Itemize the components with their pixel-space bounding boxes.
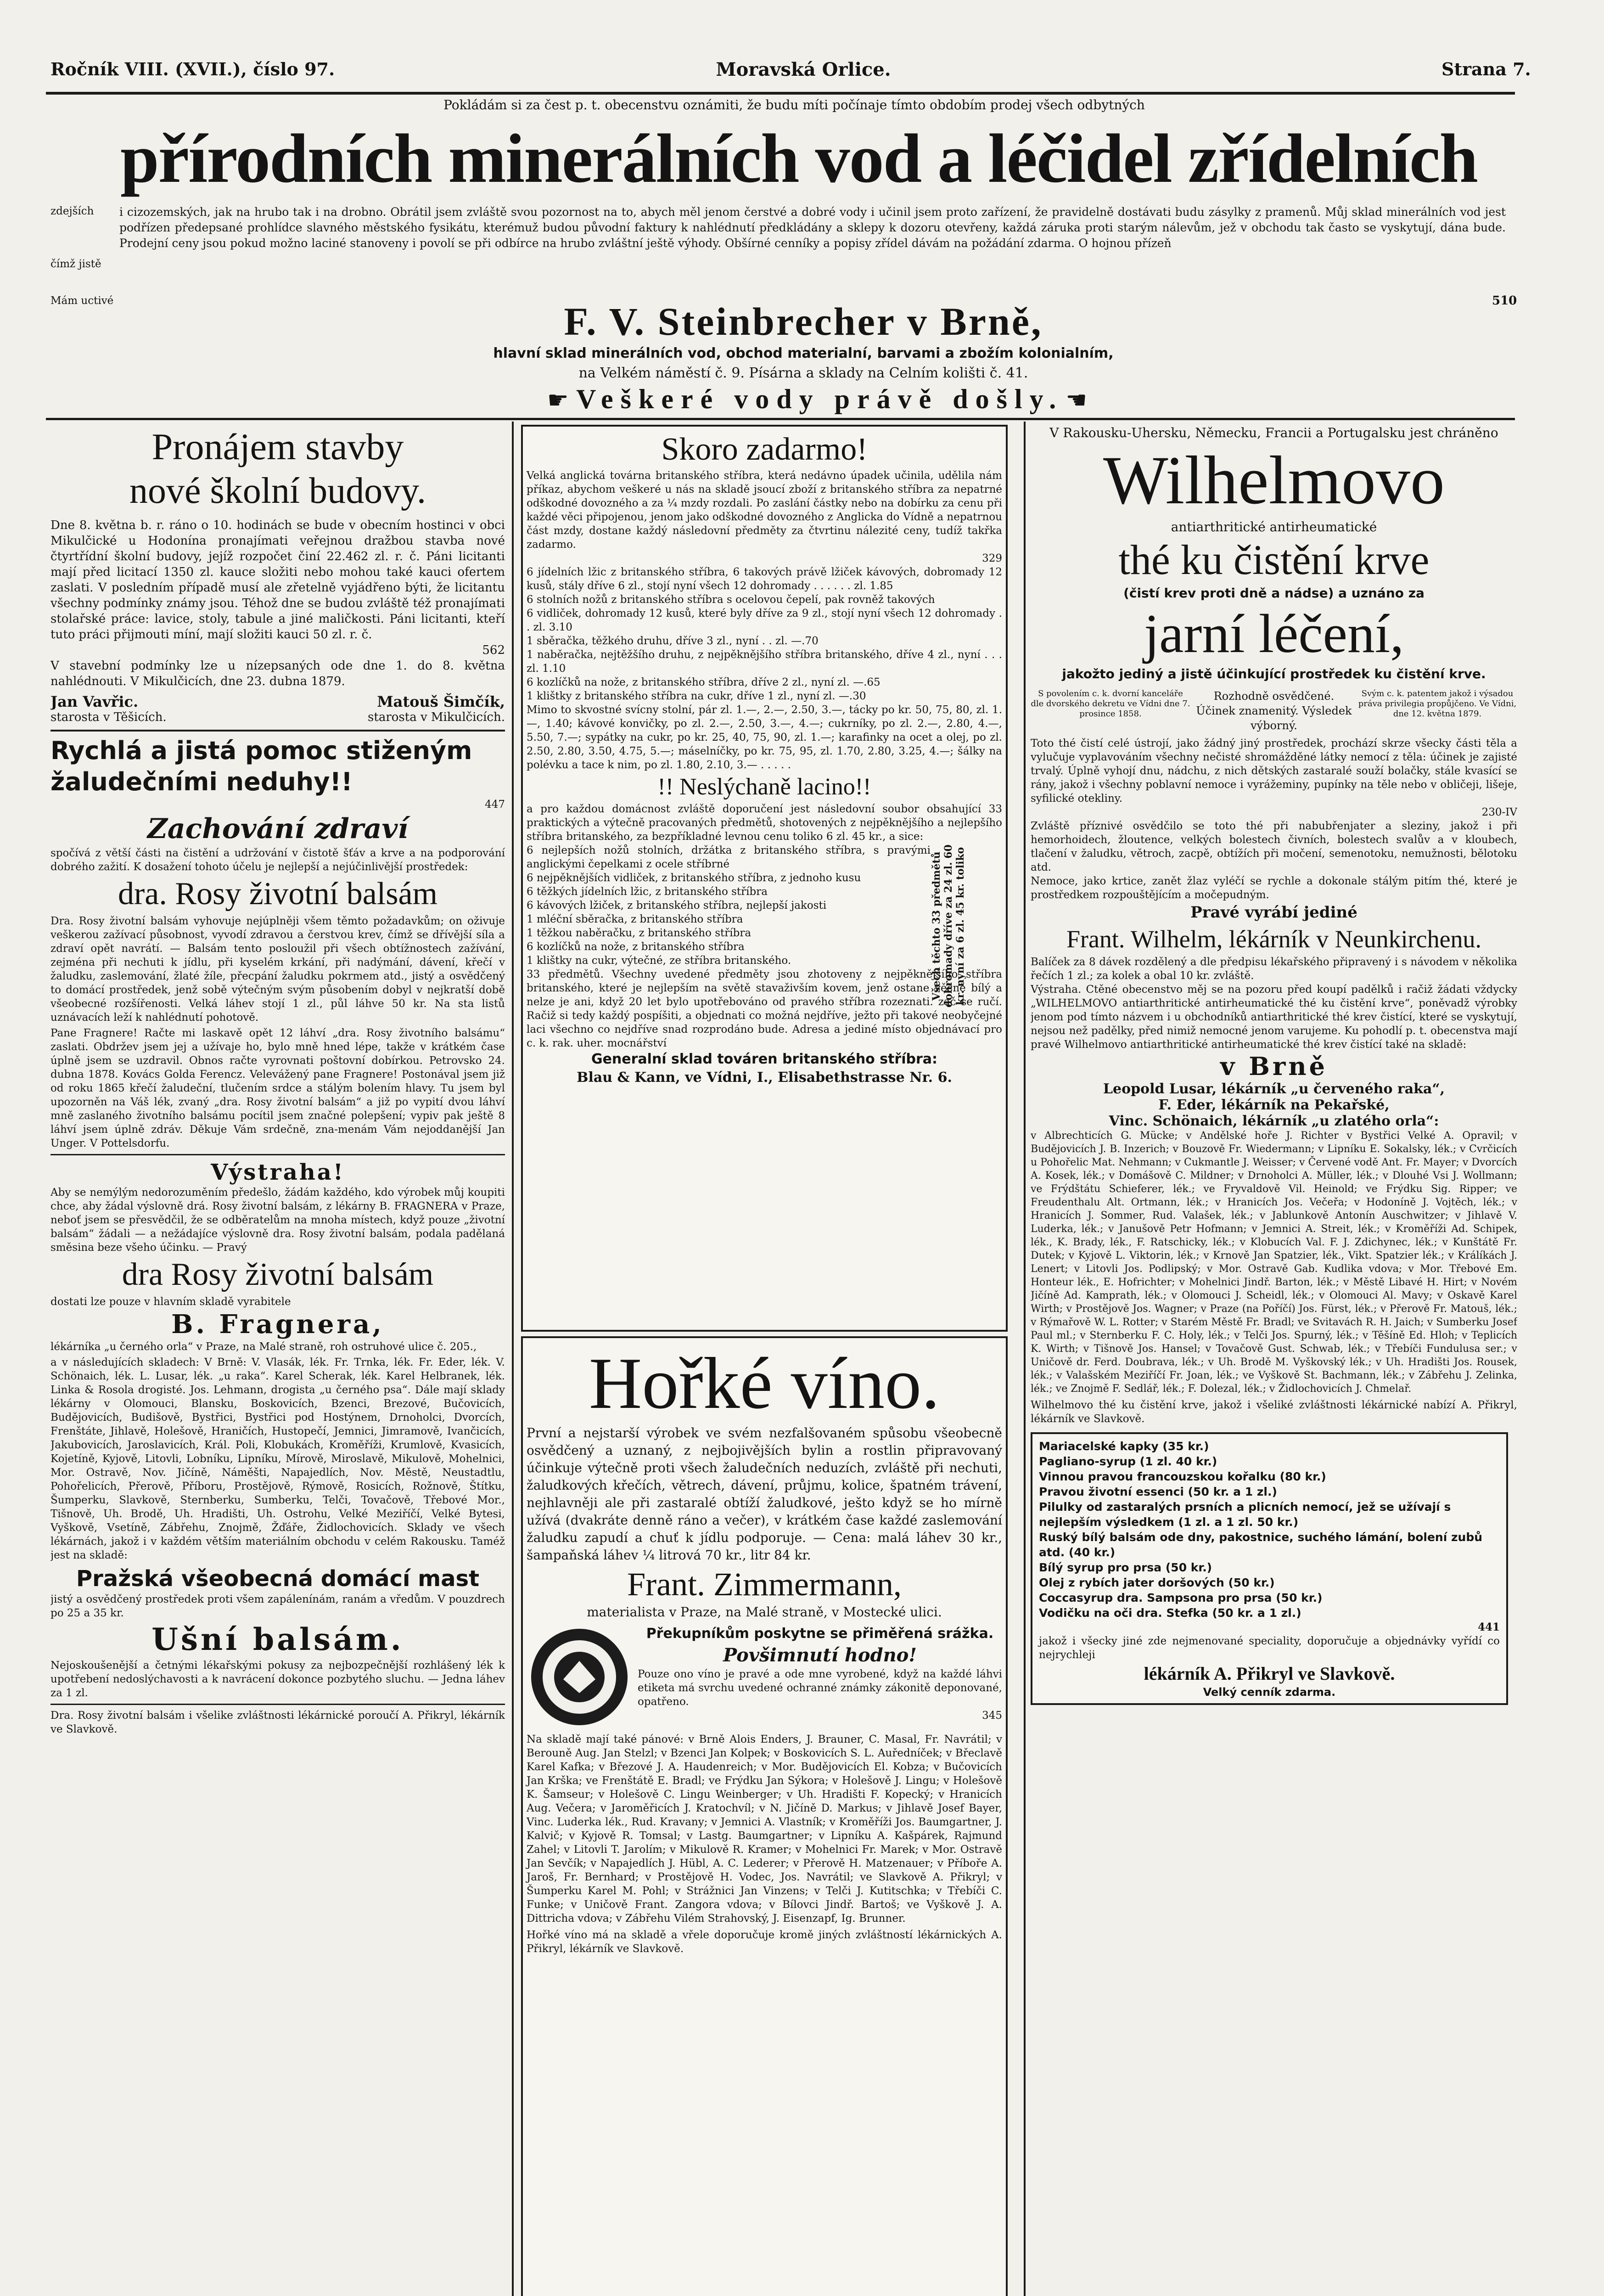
col3-antiarthr: antiarthritické antirheumatické [1171,519,1377,535]
col3-box-pharm: lékárník A. Přikryl ve Slavkově. [1144,1663,1395,1684]
col1-title2: nové školní budovy. [129,471,426,511]
col3-the-sub: (čistí krev proti dně a nádse) a uznáno za [1123,585,1425,601]
col2-nesl-block [527,844,1002,1008]
col3-privilege: S povolením c. k. dvorní kanceláře dle dvorského dekretu ve Vídni dne 7. prosince 1858. [1031,689,1190,719]
col1-balsam-text: Dra. Rosy životní balsám vyhovuje nejúplněji všem těmto požadavkům; on oživuje veškerou zažívací působnost, vyvodí zdravou a čerstvou krev, čímž se dřívější síla a zdraví opět navrátí. — Balsám tento posloužil při všech obtížnostech zažívání, zejména při nechuti k jídlu, při kyselém krkání, při nadýmání, dávení, křečí v žaludku, zaslemování, žlaté žíle, přecpání žaludku pokrmem atd., jistý a osvědčený to domácí prostředek, jenž sobě výtečným svým působením dobyl v nejkratší době všeobecné rozšířenosti. Velká láhev stojí 1 zl., půl láhve 50 kr. Na sta listů uznávacích leží k nahlédnutí pohotově. [50,915,505,1024]
header-rule [46,92,1515,95]
col1-testimonial: Pane Fragnere! Račte mi laskavě opět 12 láhví „dra. Rosy životního balsámu“ zaslati. Obdržev jsem jej a užívaje ho, bylo mně hned lépe, takže v krátkém čase úplně jsem se uzdravil. Obnos račte vyrovnati poštovní dobírkou. Petrovsko 24. dubna 1878. Kovács Golda Ferencz. Velevážený pane Fragnere! Postonával jsem již od roku 1865 křečí žaludeční, tlučením srdce a stálým bolením hlavy. Tu jsem byl upozorněn na Váš lék, zvaný „dra. Rosy životní balsám“ a již po vypití dvou láhví mně zaslaného životního balsámu pocítil jsem značné polepšení; vypiv pak ještě 8 láhví jsem úplně zdráv. Děkuje Vám srdečně, zna-menám Vám nejoddanější Jan Unger. V Pottelsdorfu. [50,1027,505,1149]
col2-title: Skoro zadarmo! [661,432,868,467]
header-right: Strana 7. [1441,59,1531,79]
col2-logo-row [527,1624,1002,1730]
col3-box-item: Pravou životní essenci (50 kr. a 1 zl.) [1039,1485,1277,1498]
column-rule-2 [1024,422,1026,2296]
col3-lusar: Leopold Lusar, lékárník „u červeného raka“, [1103,1081,1445,1097]
col1-usni: Ušní balsám. [151,1621,404,1657]
col1-signatures [50,693,505,724]
header-left: Ročník VIII. (XVII.), číslo 97. [50,59,335,79]
col3-privileges [1031,689,1517,733]
col3-box-item: Pagliano-syrup (1 zl. 40 kr.) [1039,1455,1217,1468]
col1-prazska: Pražská všeobecná domácí mast [76,1566,480,1592]
top-ad-intro: Pokládám si za čest p. t. obecenstvu oznámiti, že budu míti počínaje tímto obdobím prodej všech odbytných [443,97,1145,113]
col2-item: 6 vidliček, dohromady 12 kusů, které byly dříve za 9 zl., stojí nyní všech 12 dohromady . . zl. 3.10 [527,608,1002,633]
column-3 [1031,425,1517,2296]
col3-box-item: Bílý syrup pro prsa (50 kr.) [1039,1561,1212,1574]
top-ad-firm-addr: na Velkém náměstí č. 9. Písárna a sklady na Celním kolišti č. 41. [578,365,1028,381]
col1-num2: 447 [485,799,505,810]
col2-box-silver [521,425,1008,1332]
col2-item: 6 stolních nožů z britanského stříbra s ocelovou čepelí, pak rovněž takových [527,594,935,606]
col1-fragner-addr: lékárníka „u černého orla“ v Praze, na Malé straně, roh ostruhové ulice č. 205., [50,1341,477,1353]
col3-sklady: v Albrechticích G. Mücke; v Andělské hoře J. Richter v Bystřici Velké A. Opravil; v Budějovicích J. B. Inzerich; v Bouzově Fr. Wiedermann; v Lipníku E. Sokalsky, lék.; v Cvrčicích u Pohořelic Mat. Nehmann; v Cukmantle J. Weisser; v Červené vodě Ant. Fr. Mayer; v Dvorcích A. Kosek, lék.; v Domášově C. Mildner; v Drnoholci A. Müller, lék.; v Dlouhé Vsi J. Wollmann; ve Frýdštátu Schieferer, lék.; ve Fryvaldově Vil. Heinold; ve Frýdku Sig. Ripper; ve Freudenthalu Alt. Ortmann, lék.; v Hranicích Jos. Večeřa; v Hodoníně J. Vojtěch, lék.; v Hranicích J. Sommer, Rud. Valašek, lék.; v Jablunkově Antonín Auschwitzer; v Jihlavě V. Luderka, lék.; v Janušově Petr Hofmann; v Jemnici A. Streit, lék.; v Kroměříži Ad. Schipek, lék., K. Brady, lék., F. Ratschicky, lék.; v Klobucích Val. F. J. Zdichynec, lék.; v Kunštátě Fr. Dutek; v Kyjově L. Viktorin, lék.; v Krnově Jan Spatzier, lék., Vikt. Spatzier lék.; v Králíkách J. Lenert; v Litovli Jos. Podlipský; v Mor. Ostravě Gab. Kudlika vdova; v Mor. Třebové Em. Honteur lék., E. Hofrichter; v Mohelnici Jindř. Barton, lék.; v Městě Libavé H. Hirt; v Novém Jičíně Ad. Kamprath, lék.; v Olomouci J. Scheidl, lék.; v Olomouci Al. Mavy; v Oskavě Karel Wirth; v Prostějově Jos. Wagner; v Praze (na Poříčí) Jos. Fürst, lék.; v Přerově Fr. Matouš, lék.; v Rýmařově W. L. Rotter; v Starém Městě Fr. Bradl; ve Svitavách R. H. Jaich; v Sumberku Josef Paul ml.; v Sternberku F. C. Holy, lék.; v Telči Jos. Spurný, lék.; v Těšíně Ed. Hloh; v Teplicích K. Wirth; v Tišnově Jos. Hansel; v Tovačově Gust. Schwab, lék.; v Třebíči Fundulusa ser.; v Uničově dr. Ferd. Doubrava, lék.; v Uh. Brodě M. Vyškovský lék.; v Uh. Hradišti Jos. Rousek, lék.; v Valašském Meziříčí Fr. Joan, lék.; ve Vyškově St. Bachmann, lék.; v Zábřehu J. Zelinka, lék.; ve Znojmě F. Sedlář, lék.; F. Dolezal, lék.; v Židlochovicích J. Chmelař. [1031,1130,1517,1395]
top-ad-headline: přírodních minerálních vod a léčidel zřídelních [120,120,1477,197]
col2-nesl-item: 6 kávových lžiček, z britanského stříbra, nejlepší jakosti [527,900,827,912]
col2-item: 6 kozlíčků na nože, z britanského stříbra, dříve 2 zl., nyní zl. —.65 [527,676,881,688]
col2-misc: Mimo to skvostné svícny stolní, pár zl. 1.—, 2.—, 2.50, 3.—, tácky po kr. 50, 75, 80, zl. 1.—, 1.40; kávové konvičky, po zl. 2.—, 2.50, 3.—, 4.—; cukrníky, po zl. 2.—, 2.80, 4.—, 5.50, 7.—; sypátky na cukr, po kr. 25, 40, 75, 90, zl. 1.—; karafinky na ocet a olej, po zl. 2.50, 2.80, 3.50, 4.75, 5.—; máselníčky, po kr. 75, 95, zl. 1.70, 2.80, 3.25, 4.—; šálky na polévku a tace k nim, po zl. 1.80, 2.10, 3.— . . . . . [527,704,1002,771]
col2-pov-text: Pouze ono víno je pravé a ode mne vyrobené, když na každé láhvi etiketa má svrchu uvedené ochranné známky zákonitě deponované, opatřeno. [638,1668,1002,1708]
col3-countries: V Rakousku-Uhersku, Německu, Francii a Portugalsku jest chráněno [1049,425,1498,440]
col2-zim-addr: materialista v Praze, na Malé straně, v Mostecké ulici. [587,1604,942,1620]
col3-balicek: Balíček za 8 dávek rozdělený a dle předpisu lékařského připravený i s návodem v několika řečích 1 zl.; za kolek a obal 10 kr. zvláště. [1031,956,1517,982]
column-2 [521,425,1017,2296]
col3-box-item: Mariacelské kapky (35 kr.) [1039,1440,1209,1453]
col2-nesl-items [527,844,931,968]
column-rule-1 [512,422,514,2296]
col2-nesl-item: 6 nejlepších nožů stolních, držátka z britanského stříbra, s pravými anglickými čepelkami z ocele stříbrné [527,844,931,870]
col3-zvlaste: Zvláště příznivé osvědčilo se toto thé při nabubřenjater a sleziny, jakož i při hemorhoidech, žloutence, velkých bolestech čivních, bolestech svalův a v kloubech, tlačení v žaludku, větroch, zacpě, obtížích při močení, semenotoku, nemužnosti, bělotoku atd. [1031,820,1517,873]
col1-divider-3 [50,1704,505,1705]
col1-sklady: a v následujících skladech: V Brně: V. Vlasák, lék. Fr. Trnka, lék. Fr. Eder, lék. V. Schönaich, lék. L. Lusar, lék. „u raka“. Karel Scherak, lék. Karel Helbranek, lék. Linka & Rosola drogisté. Jos. Lehmann, drogista „u černého psa“. Dále mají sklady lékárny v Olomouci, Blansku, Boskovicích, Bzenci, Brezové, Bučovicích, Budějovicích, Budišově, Bystřici, Bystřici pod Hostýnem, Drnoholci, Dvorcích, Frenštáte, Jihlavě, Holešově, Hraničích, Hustopečí, Jemnici, Jimramově, Ivančicích, Jakubovicích, Jaroslavicích, Král. Poli, Klobukách, Kroměříži, Krumlově, Kvasicích, Kojetíně, Kyjově, Litovli, Lobníku, Lipníku, Mírově, Miroslavě, Mikulově, Mohelnici, Mor. Ostravě, Nov. Jičíně, Náměšti, Napajedlích, Nov. Městě, Neustadtlu, Pohořelicích, Přerově, Příboru, Prostějově, Rýmově, Rosicích, Rožnově, Štítku, Šumperku, Slavkově, Sternberku, Sumberku, Telči, Tovačově, Třebové Mor., Tišnově, Uh. Brodě, Uh. Hradišti, Uh. Ostrohu, Velké Meziříčí, Velké Bytesi, Vyškově, Vsetíně, Zábřehu, Znojmě, Žďáře, Židlochovicích. Sklady ve všech lékárnách, jakož i v každém větším materiálním obchodu v celém Rakousku. Taméž jest na skladě: [50,1356,505,1561]
col2-nesl-item: 1 mléční sběračka, z britanského stříbra [527,913,743,925]
col2-nesl-intro: a pro každou domácnost zvláště doporučení jest následovní soubor obsahující 33 praktických a výtečně pracovaných předmětů, shotovených z nejpěknějšího a nejlepšího stříbra britanského, za bezpříkladné levnou cenu toliko 6 zl. 45 kr., a sice: [527,803,1002,843]
col3-footer: Wilhelmovo thé ku čistění krve, jakož i všeliké zvláštnosti lékárnické nabízí A. Přikryl, lékárník ve Slavkově. [1031,1399,1517,1425]
col1-usni-text: Nejoskoušenější a četnými lékařskými pokusy za nejbozpečnější rozhlášený lék k upotřebení nedoslýchavosti a k navrácení dokonce pozbytého sluchu. — Jedna láhev za 1 zl. [50,1660,505,1699]
col2-nesl-text: 33 předmětů. Všechny uvedené předměty jsou zhotoveny z nejpěknějšího stříbra britanského, které je nejlepším na světě stavaživším kovem, jenž ostane věčně bílý a nelze je ani, když 20 let bylo upotřebováno od pravého stříbra rozeznati. zač se ručí. Račiž si tedy každý pospíšiti, a objednati co možná nejdříve, ježto při takové neobyčejné laci všechno co nejdříve snad rozprodáno bude. Adresa a jediné místo objednávací pro c. k. rak. uher. mocnářství [527,968,1002,1049]
col2-horke-text: První a nejstarší výrobek ve svém nezfalšovaném spůsobu všeobecně osvědčený a uznaný, z nejbojivějších bylin a rostlin připravovaný účinkuje výtečně proti všech žaludečních neduzích, zvláště při nechuti, žaludkových křečích, větrech, dávení, průjmu, kolice, špatném trávení, nejhlavněji ale při zastaralé obtíží žaludkové, ješto když se ho mírně užívá (dvakráte denně ráno a večer), v krátkém čase každé zaslemování žaludku zapudí a chuť k jídlu podporuje. — Cena: malá láhev 30 kr., šampaňská láhev ¼ litrová 70 kr., litr 84 kr. [527,1425,1002,1563]
col3-box-num: 441 [1477,1621,1500,1633]
col3-jarni: jarní léčení, [1144,603,1404,664]
col3-box-item: Pilulky od zastaralých prsních a plicních nemocí, jež se užívají s nejlepším výsledkem (1 zl. a 1 zl. 50 kr.) [1039,1500,1451,1529]
col1-balsam2-sub: dostati lze pouze v hlavním skladě vyrabitele [50,1296,291,1308]
col1-footer: Dra. Rosy životní balsám i všelike zvláštnosti lékárnické poroučí A. Přikryl, lékárník ve Slavkově. [50,1710,505,1735]
col1-zachovani: Zachování zdraví [147,813,409,845]
col2-nesl-item: 6 nejpěknějších vidliček, z britanského stříbra, z jednoho kusu [527,872,861,884]
col1-sign-left [50,693,167,724]
col2-nesl-item: 6 těžkých jídelních lžic, z britanského stříbra [527,886,768,898]
col3-vystraha: Výstraha. Ctěné obecenstvo měj se na pozoru před koupí padělků i račiž žádati vždycky „WILHELMOVO antiarthritické antirheumatické thé ku čistění krve“, poněvadž výrobky jenom pod tímto názvem i u obchodníků antiarthritické thé krev čistící, které se vyskytují, nejsou než padělky, před nimiž nemocné jenom varujeme. Ku pohodlí p. t. obecenstva mají pravé Wilhelmovo antiarthritické antirheumatické thé krev čistící také na skladě: [1031,984,1517,1051]
top-ad-body: i cizozemských, jak na hrubo tak i na drobno. Obrátil jsem zvláště svou pozornost na to, abych měl jenom čerstvé a dobré vody i učinil jsem proto zařízení, že pravidelně dostávati budu zásylky z pramenů. Můj sklad minerálních vod jest podřízen předepsané prohlídce slavného městského fysikátu, kterémuž budou původní faktury k nahlédnutí předkládány a sklepy k dozoru otevřeny, každá záruka proti starým nálevům, jež v obchodu tak často se vyskytují, dána bude. Prodejní ceny jsou pokud možno laciné stanoveny i povolí se při odbírce na hrubo zvláštní ještě výhody. Obšírné cenníky a popisy zřídel dávám na požádání zdarma. O hojnou přízeň [119,205,1506,250]
col2-sklady: Na skladě mají také pánové: v Brně Alois Enders, J. Brauner, C. Masal, Fr. Navrátil; v Berouně Aug. Jan Stelzl; v Bzenci Jan Kolpek; v Boskovicích S. L. Auředníček; v Břeclavě Karel Kafka; v Březové J. A. Haudenreich; v Mor. Budějovicích El. Kobza; v Bučovicích Jan Krška; ve Frenštátě E. Bradl; ve Frýdku Jan Sýkora; v Holešově J. Lingu; v Holešově K. Šamseur; v Holešově C. Lingu Weinberger; v Uh. Hradišti F. Kopecký; v Hranicích Aug. Večera; v Jaroměřicích J. Kratochvíl; v N. Jičíně D. Markus; v Jihlavě Josef Bayer, Vinc. Luderka lék., Rud. Kravany; v Jemnici A. Vlastník; v Kroměříži Jos. Baumgartner, J. Kalvič; v Kyjově R. Tomsal; v Lastg. Baumgartner; v Lipníku A. Kašpárek, Rajmund Zahel; v Litovli T. Jarolím; v Mikulově R. Kramer; v Mohelnici Fr. Marek; v Mor. Ostravě Jan Sevčík; v Napajedlích J. Hübl, A. C. Lederer; v Přerově H. Matzenauer; v Příboře A. Jaroš, Fr. Bernhard; v Prostějově H. Vodec, Jos. Navrátil; ve Slavkově A. Přikryl; v Šumperku Karel M. Pohl; v Strážnici Jan Vinzens; v Telči J. Kutitschka; v Třebíči C. Funke; v Uničově Frant. Zangora vdova; v Bílovci Jindř. Bartoš; ve Vyškově J. A. Dittricha vdova; v Zábřehu Vilém Strahovský, J. Eisenzapf, Ig. Brunner. [527,1733,1002,1925]
col3-num1: 230-IV [1481,806,1517,818]
col2-factory-addr: Blau & Kann, ve Vídni, I., Elisabethstrasse Nr. 6. [577,1069,952,1086]
col3-box-item: Coccasyrup dra. Sampsona pro prsa (50 kr.) [1039,1591,1323,1604]
col1-sign-left-role: starosta v Těšicích. [50,710,167,724]
col1-divider-1 [50,730,505,732]
col2-items [527,565,1002,703]
col2-item: 1 naběračka, nejtěžšího druhu, z nejpěknějšího stříbra britanského, dříve 4 zl., nyní . . . zl. 1.10 [527,649,1002,675]
col3-box-footer: jakož i všecky jiné zde nejmenované speciality, doporučuje a objednávky vyřídí co nejrychleji [1039,1635,1500,1661]
col3-frant: Frant. Wilhelm, lékárník v Neunkirchenu. [1066,925,1482,953]
col3-body: Toto thé čistí celé ústrojí, jako žádný jiný prostředek, prochází skrze všecky části těla a vylučuje vyplavováním všechny nečisté shromážděné látky nemocí z těla: účinek je zajisté trvalý. Úplně vyhojí dnu, nádchu, z nich dětských zastaralé souží bolačky, stále kvasící se rány, jakož i všechny poblavní nemoce i vyrážeminy, pupínky na těle nebo v obličeji, lišeje, syfilické otekliny. [1031,737,1517,805]
col1-sign-left-name: Jan Vavřic. [50,693,139,710]
col1-vystraha-text: Aby se nemýlým nedorozuměním předešlo, žádám každého, kdo výrobek můj koupiti chce, aby žádal výslovně drá. Rosy životní balsám, z lékárny B. FRAGNERA v Praze, neboť jsem se přesvědčil, že se odběratelům na mnoha místech, když pouze „životní balsám“ žádali — a nežádajíce výslovně dra. Rosy životní balsám, podala padělaná směsina beze všeho účinku. — Pravý [50,1187,505,1254]
col2-box-wine [521,1336,1008,2296]
column-1 [50,425,505,2296]
top-ad-banner: Veškeré vody právě došly. [576,384,1064,414]
col1-balsam: dra. Rosy životní balsám [118,876,437,912]
col1-fragner: B. Fragnera, [171,1309,384,1339]
col2-neslychane: !! Neslýchaně lacino!! [657,774,871,800]
top-ad-side-2: čímž jistě [50,258,101,270]
col3-jakozto: jakožto jediný a jistě účinkující prostředek ku čistění krve. [1062,666,1486,681]
col1-divider-2 [50,1154,505,1155]
header-center: Moravská Orlice. [716,59,891,80]
col2-zimmermann: Frant. Zimmermann, [627,1566,902,1603]
col2-nesl-item: 1 klištky na cukr, výtečné, ze stříbra britanského. [527,955,791,967]
col3-box-items [1039,1439,1500,1621]
col2-footer: Hořké víno má na skladě a vřele doporučuje kromě jiných zvláštností lékárnických A. Přikryl, lékárník ve Slavkově. [527,1929,1002,1955]
col2-side-label: Všech těchto 33 předmětů dohromady dříve za 24 zl. 60 kr. nyní za 6 zl. 45 kr. toliko [931,844,966,1008]
col3-the: thé ku čistění krve [1118,536,1430,583]
trademark-seal-icon [527,1624,632,1730]
col3-brne: v Brně [1220,1052,1328,1081]
col1-prazska-text: jistý a osvědčený prostředek proti všem zapálenínám, ranám a vředům. V pouzdrech po 25 a 35 kr. [50,1593,505,1619]
col3-prave: Pravé vyrábí jediné [1190,903,1357,922]
col3-box-item: Vinnou pravou francouzskou kořalku (80 kr.) [1039,1470,1326,1483]
top-ad-banner-wrap [266,383,1368,416]
col2-item: 1 sběračka, těžkého druhu, dříve 3 zl., nyní . . zl. —.70 [527,635,819,647]
col1-balsam2: dra Rosy životní balsám [122,1257,434,1292]
col3-box-pharmacy [1031,1432,1508,1705]
col2-item: 1 klištky z britanského stříbra na cukr, dříve 1 zl., nyní zl. —.30 [527,690,866,702]
col1-sign-right-role: starosta v Mikulčicích. [368,710,505,724]
col1-text1: Dne 8. května b. r. ráno o 10. hodinách se bude v obecním hostinci v obci Mikulčické u Hodonína pronajímati veřejnou dražbou stavba nové čtyrtřídní školní budovy, jejíž rozpočet činí 22.462 zl. r. č. Páni licitanti mají před licitací 1350 zl. kauce složiti nebo mohou také kauci ofertem zaslati. V posledním případě musí ale zřetelně vyjádřeno býti, že licitantu všechny podmínky známy jsou. Téhož dne se budou zvláště též pronajímati stolařské práce: lavice, stoly, tabule a jiné maličkosti. Páni licitanti, kteří tuto práci přijmouti míní, mají složiti kauci 50 zl. r. č. [50,518,505,642]
col1-sign-right-name: Matouš Šimčík, [377,693,505,710]
top-ad-number: 510 [1492,294,1517,308]
col3-eder: F. Eder, lékárník na Pekařské, [1158,1097,1390,1113]
col3-privilege: Svým c. k. patentem jakož i výsadou práva privilegia propůjčeno. Ve Vídni, dne 12. května 1879. [1358,689,1517,719]
col2-prekupnik: Překupníkům poskytne se přiměřená srážka. [646,1626,994,1642]
col1-zach-text: spočívá z větší části na čistění a udržování v čistotě šťáv a krve a na podporování dobrého zažití. K dosažení tohoto účelu je nejlepší a nejúčinlivější prostředek: [50,847,505,873]
col3-nemoce: Nemoce, jako krtice, zanět žlaz vyléčí se rychle a dokonale stálým pitím thé, které je prostředkem rozpouštějícím a močepudným. [1031,875,1517,901]
top-ad-side-1: zdejších [50,205,94,217]
col1-title1: Pronájem stavby [151,426,404,467]
col2-item: 6 jídelních lžic z britanského stříbra, 6 takových právě lžiček kávových, dobromady 12 kusů, stály dříve 6 zl., stojí nyní všech 12 dohromady . . . . . . zl. 1.85 [527,566,1002,592]
col2-intro: Velká anglická továrna britanského stříbra, která nedávno úpadek učinila, udělila nám příkaz, abychom veškeré u nás na skladě jsoucí zboží z britanského stříbra za nepatrné odškodné dovozného a za ¼ mzdy rozdali. Po zaslání částky nebo na dobírku za cenu při každé věci připojenou, jenom jako odškodné dovozného z Anglicka do Vídně a nepatrnou část mzdy, dostane každý následovní předměty za čtvrtinu nálezité ceny, tudíž takřka zadarmo. [527,470,1002,551]
col3-box-item: Vodičku na oči dra. Stefka (50 kr. a 1 zl.) [1039,1606,1301,1620]
col1-rychla: Rychlá a jistá pomoc stiženým žaludečními neduhy!! [50,736,472,796]
pointing-hand-icon-left: ☛ [547,387,577,414]
col2-nesl-item: 6 kozlíčků na nože, z britanského stříbra [527,941,745,953]
col3-vinc: Vinc. Schönaich, lékárník „u zlatého orla“: [1109,1113,1439,1129]
col3-wilhelm: Wilhelmovo [1103,442,1445,518]
col1-sign-right [368,693,505,724]
col3-box-price: Velký cenník zdarma. [1203,1686,1336,1699]
col2-horke-title: Hořké víno. [589,1342,940,1424]
col3-box-item: Olej z rybích jater doršových (50 kr.) [1039,1576,1275,1589]
col2-logo-text [632,1624,1002,1730]
col1-num1: 562 [482,643,505,657]
col2-num: 329 [982,552,1002,564]
col1-vystraha: Výstraha! [211,1159,345,1185]
top-ad-firm: F. V. Steinbrecher v Brně, [564,299,1043,343]
col2-pov-num: 345 [982,1710,1002,1722]
col2-povsimnuti: Povšimnutí hodno! [723,1644,917,1666]
col2-nesl-item: 1 těžkou naběračku, z britanského stříbra [527,927,752,939]
col3-privilege: Rozhodně osvědčené. Účinek znamenitý. Výsledek výborný. [1196,690,1352,732]
col2-factory: Generalní sklad továren britanského stříbra: [591,1051,938,1067]
col1-text2: V stavební podmínky lze u nízepsaných ode dne 1. do 8. května nahlédnouti. V Mikulčicích, dne 23. dubna 1879. [50,659,505,688]
top-ad-firm-desc: hlavní sklad minerálních vod, obchod materialní, barvami a zbožím kolonialním, [493,345,1114,361]
pointing-hand-icon-right: ☚ [1066,387,1088,414]
col3-box-item: Ruský bílý balsám ode dny, pakostnice, suchého lámání, bolení zubů atd. (40 kr.) [1039,1531,1483,1559]
top-ad-side-3: Mám uctivé [50,295,114,307]
section-rule [46,418,1515,420]
